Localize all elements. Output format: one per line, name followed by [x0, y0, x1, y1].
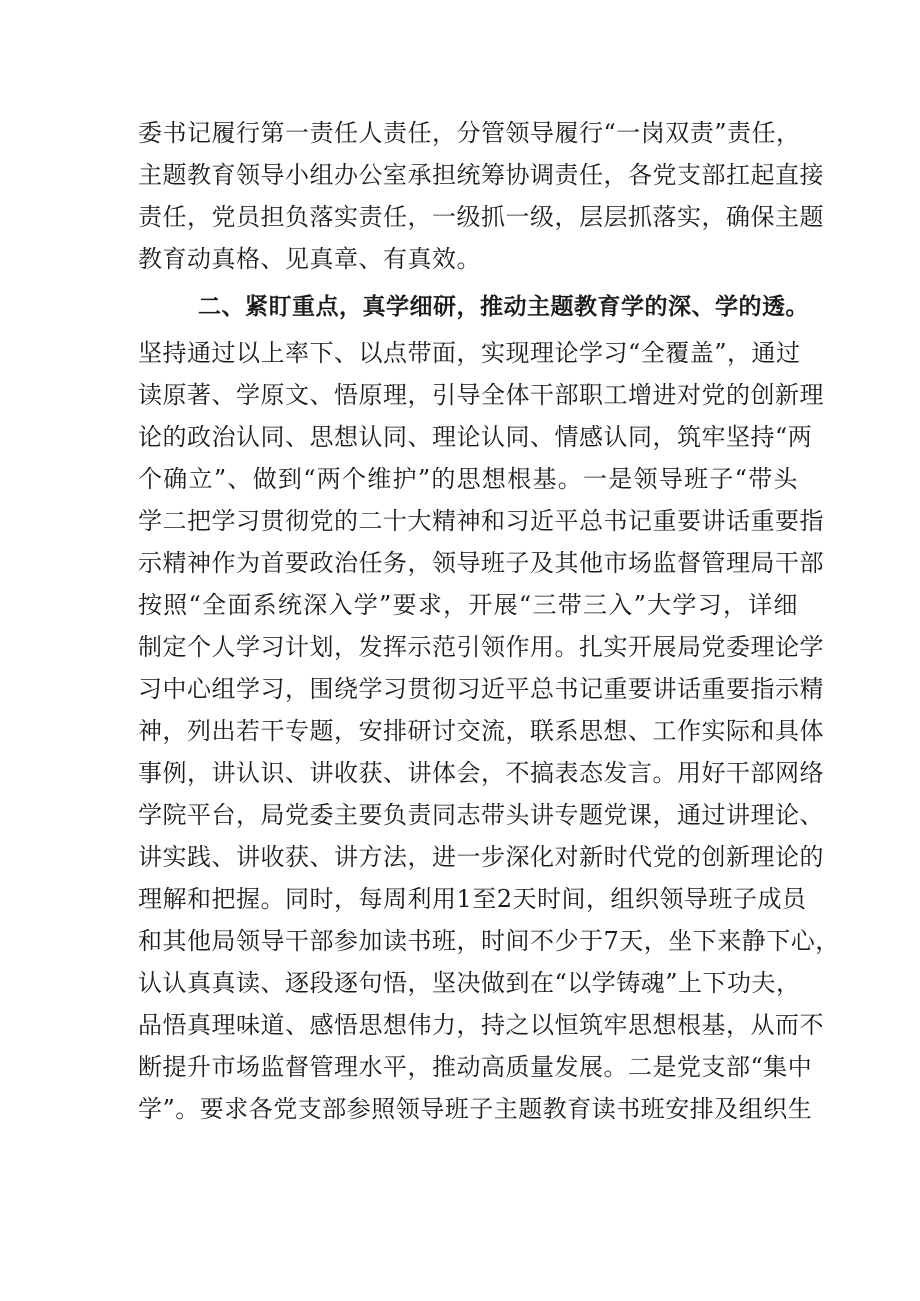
paragraph-line: 事例，讲认识、讲收获、讲体会，不搞表态发言。用好干部网络 [138, 759, 824, 787]
paragraph-line: 论的政治认同、思想认同、理论认同、情感认同，筑牢坚持“两 [138, 423, 813, 451]
paragraph-line: 断提升市场监督管理水平，推动高质量发展。二是党支部“集中 [138, 1053, 813, 1081]
paragraph-line: 坚持通过以上率下、以点带面，实现理论学习“全覆盖”，通过 [138, 339, 801, 367]
paragraph-line: 学二把学习贯彻党的二十大精神和习近平总书记重要讲话重要指 [138, 507, 824, 535]
paragraph-line: 示精神作为首要政治任务，领导班子及其他市场监督管理局干部 [138, 549, 824, 577]
paragraph-line: 委书记履行第一责任人责任，分管领导履行“一岗双责”责任， [138, 119, 801, 147]
section-heading: 二、紧盯重点，真学细研，推动主题教育学的深、学的透。 [198, 294, 809, 320]
paragraph-line: 学院平台，局党委主要负责同志带头讲专题党课，通过讲理论、 [138, 801, 824, 829]
paragraph-line: 认认真真读、逐段逐句悟，坚决做到在“以学铸魂”上下功夫， [138, 969, 801, 997]
paragraph-line: 按照“全面系统深入学”要求，开展“三带三入”大学习，详细 [138, 591, 798, 619]
paragraph-line: 习中心组学习，围绕学习贯彻习近平总书记重要讲话重要指示精 [138, 675, 824, 703]
paragraph-line: 主题教育领导小组办公室承担统筹协调责任，各党支部扛起直接 [138, 161, 824, 189]
paragraph-line: 制定个人学习计划，发挥示范引领作用。扎实开展局党委理论学 [138, 633, 824, 661]
paragraph-line: 理解和把握。同时，每周利用1至2天时间，组织领导班子成员 [138, 885, 807, 913]
paragraph-line: 读原著、学原文、悟原理，引导全体干部职工增进对党的创新理 [138, 381, 824, 409]
paragraph-line: 神，列出若干专题，安排研讨交流，联系思想、工作实际和具体 [138, 717, 824, 745]
paragraph-line: 品悟真理味道、感悟思想伟力，持之以恒筑牢思想根基，从而不 [138, 1011, 824, 1039]
paragraph-line: 学”。要求各党支部参照领导班子主题教育读书班安排及组织生 [138, 1095, 813, 1123]
paragraph-line: 讲实践、讲收获、讲方法，进一步深化对新时代党的创新理论的 [138, 843, 824, 871]
paragraph-line: 个确立”、做到“两个维护”的思想根基。一是领导班子“带头 [138, 465, 798, 493]
paragraph-line: 和其他局领导干部参加读书班，时间不少于7天，坐下来静下心， [138, 927, 840, 955]
paragraph-line: 教育动真格、见真章、有真效。 [138, 245, 481, 273]
paragraph-line: 责任，党员担负落实责任，一级抓一级，层层抓落实，确保主题 [138, 203, 824, 231]
